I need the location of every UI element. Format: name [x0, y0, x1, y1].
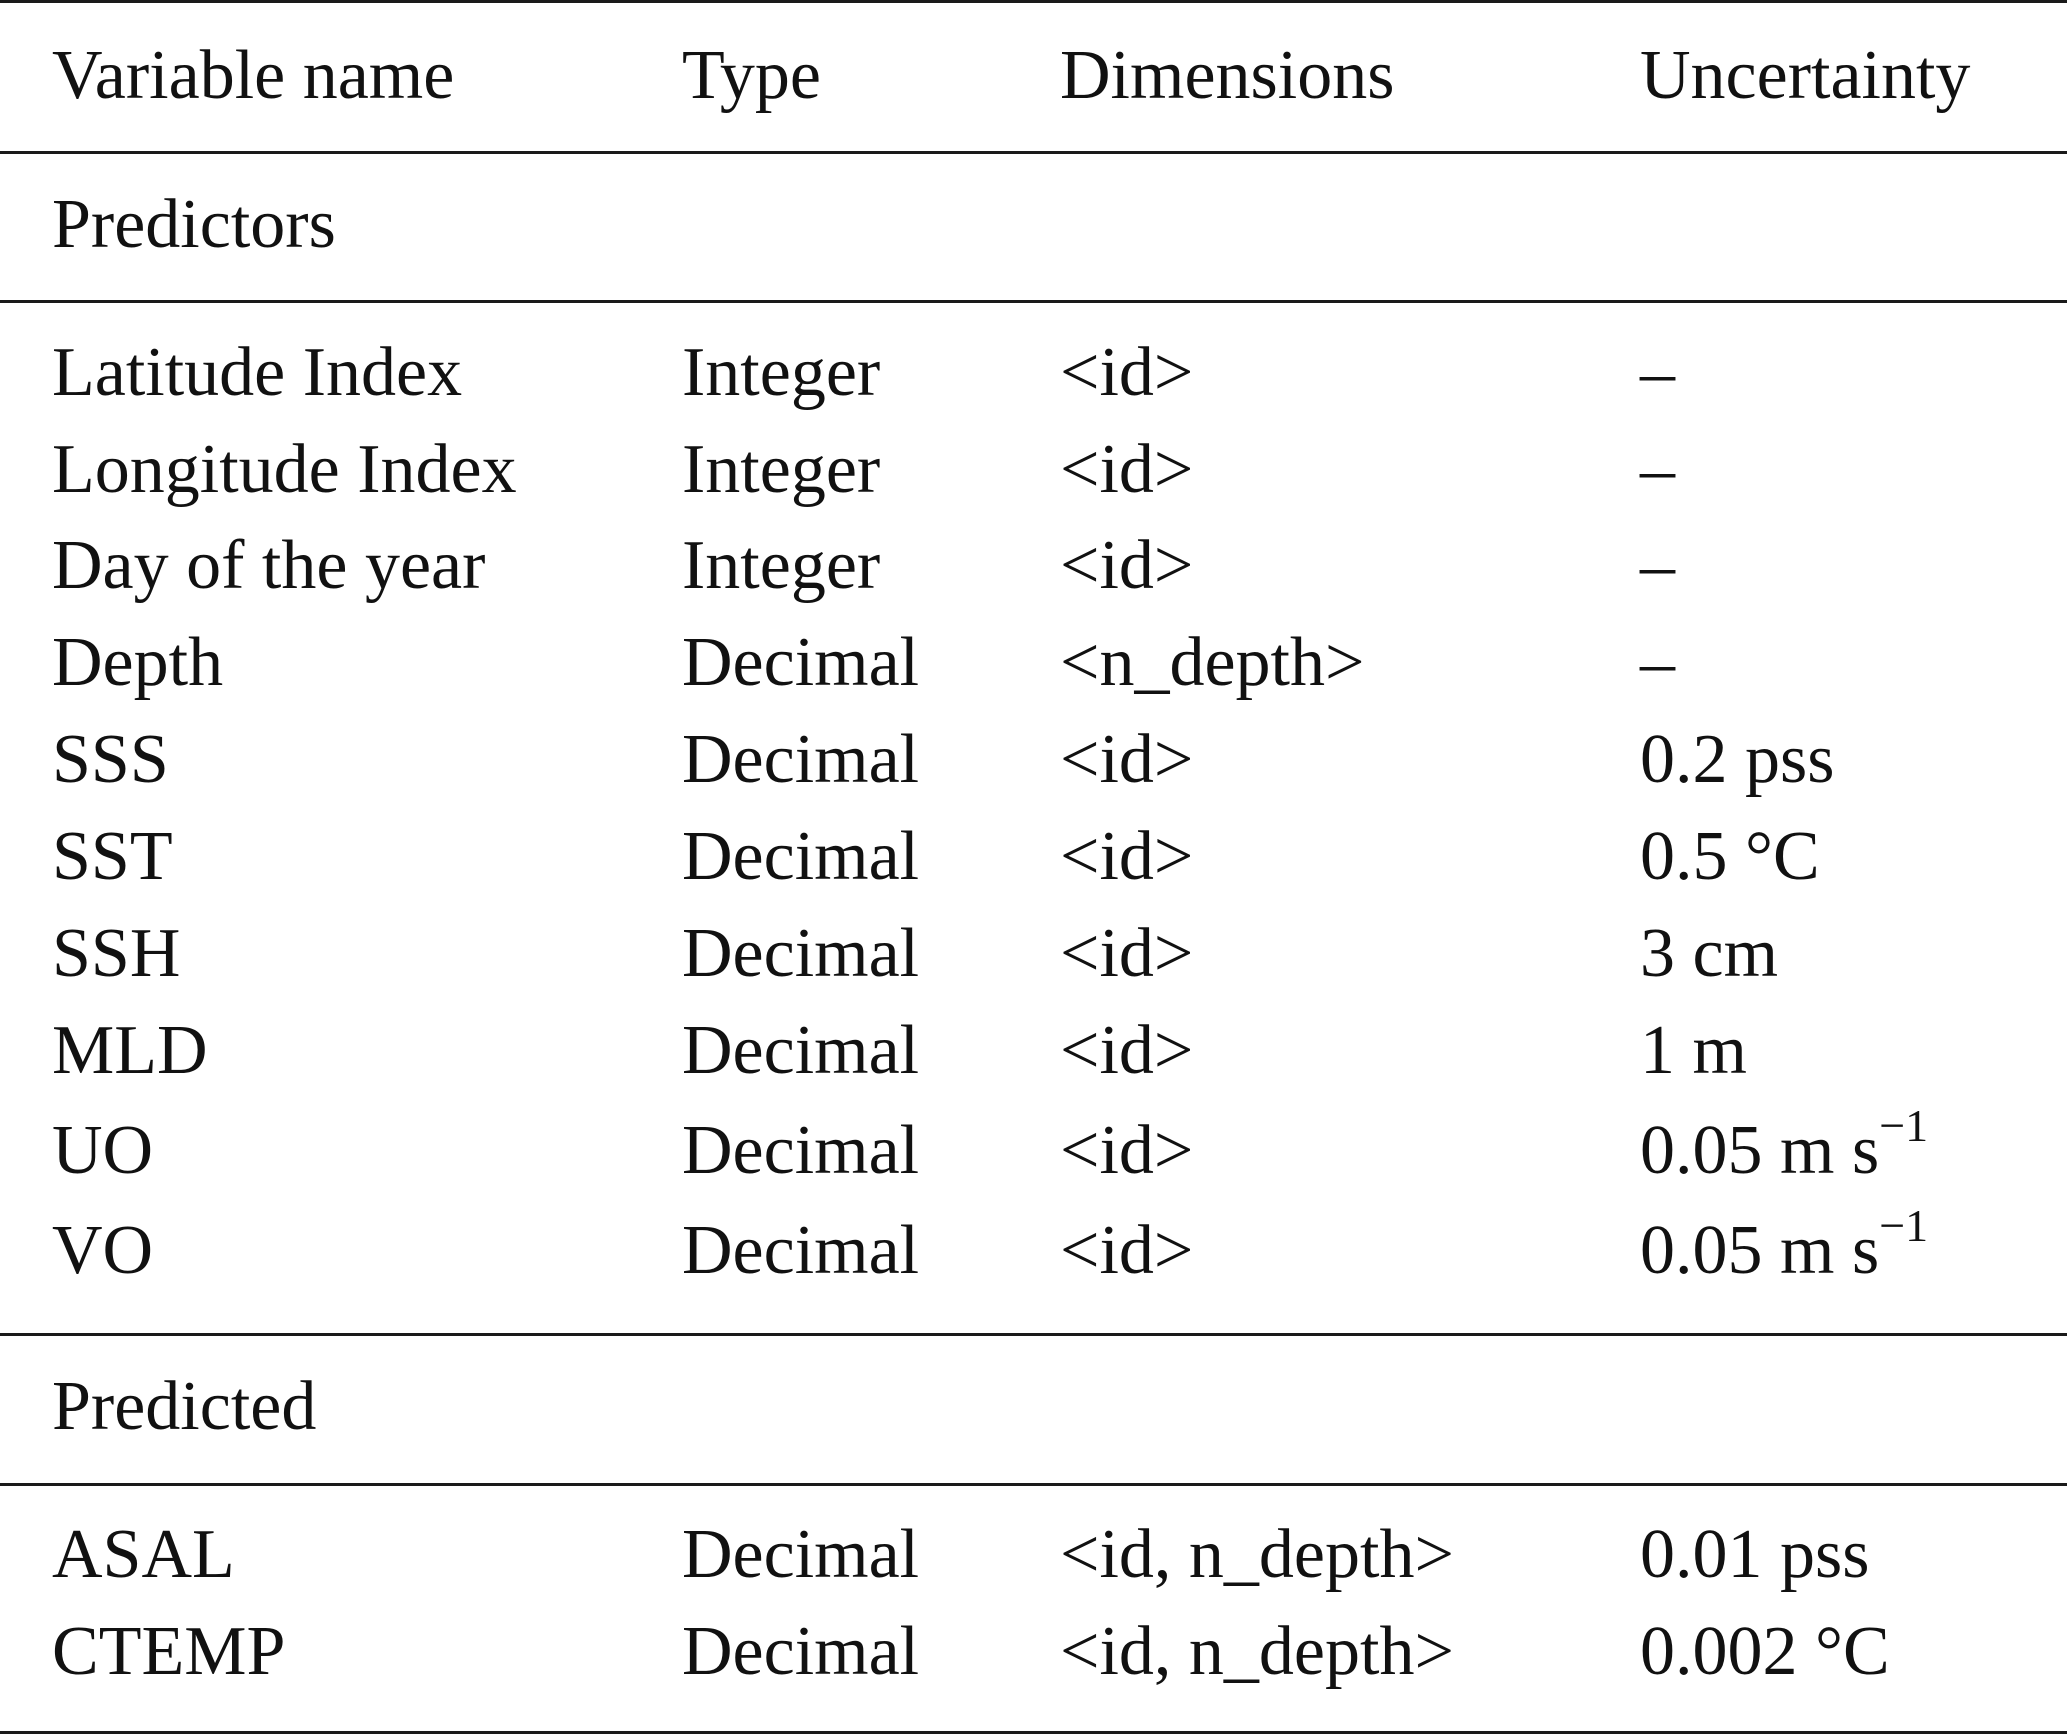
bottom-rule [0, 1731, 2067, 1734]
cell-uncertainty: 1 m [1640, 1012, 1747, 1089]
header-rule [0, 151, 2067, 154]
cell-uncertainty: 0.5 °C [1640, 818, 1820, 895]
top-rule [0, 0, 2067, 3]
cell-type: Decimal [682, 915, 920, 992]
predictors-title-rule [0, 300, 2067, 303]
cell-variable-name: ASAL [52, 1516, 235, 1593]
uncertainty-value: 0.05 m s [1640, 1112, 1880, 1189]
cell-type: Decimal [682, 1012, 920, 1089]
cell-uncertainty: 0.01 pss [1640, 1516, 1870, 1593]
header-variable-name: Variable name [52, 37, 455, 114]
section-title-predictors: Predictors [52, 186, 336, 263]
cell-uncertainty: – [1640, 334, 1675, 411]
cell-type: Decimal [682, 624, 920, 701]
cell-type: Decimal [682, 721, 920, 798]
header-dimensions: Dimensions [1060, 37, 1395, 114]
cell-uncertainty [1640, 1199, 1929, 1289]
cell-variable-name: CTEMP [52, 1613, 286, 1690]
cell-uncertainty: 3 cm [1640, 915, 1779, 992]
cell-dimensions: <n_depth> [1060, 624, 1365, 701]
cell-dimensions: <id, n_depth> [1060, 1516, 1454, 1593]
cell-type: Integer [682, 431, 881, 508]
cell-variable-name: Longitude Index [52, 431, 517, 508]
header-uncertainty: Uncertainty [1640, 37, 1971, 114]
cell-type: Decimal [682, 818, 920, 895]
cell-dimensions: <id> [1060, 1112, 1194, 1189]
unit-exponent: −1 [1879, 1199, 1929, 1251]
cell-dimensions: <id> [1060, 431, 1194, 508]
cell-uncertainty: – [1640, 527, 1675, 604]
cell-variable-name: Day of the year [52, 527, 486, 604]
cell-dimensions: <id> [1060, 818, 1194, 895]
unit-exponent: −1 [1879, 1099, 1929, 1151]
cell-dimensions: <id> [1060, 334, 1194, 411]
cell-variable-name: Latitude Index [52, 334, 463, 411]
predicted-title-rule [0, 1483, 2067, 1486]
cell-dimensions: <id> [1060, 721, 1194, 798]
cell-uncertainty [1640, 1099, 1929, 1189]
cell-type: Decimal [682, 1613, 920, 1690]
cell-dimensions: <id> [1060, 1012, 1194, 1089]
cell-dimensions: <id, n_depth> [1060, 1613, 1454, 1690]
cell-variable-name: SSS [52, 721, 169, 798]
cell-uncertainty: – [1640, 624, 1675, 701]
cell-variable-name: SSH [52, 915, 181, 992]
cell-uncertainty: 0.002 °C [1640, 1613, 1890, 1690]
cell-dimensions: <id> [1060, 527, 1194, 604]
uncertainty-value: 0.05 m s [1640, 1212, 1880, 1289]
cell-uncertainty: – [1640, 431, 1675, 508]
predicted-section-rule [0, 1333, 2067, 1336]
section-title-predicted: Predicted [52, 1368, 317, 1445]
header-type: Type [682, 37, 821, 114]
cell-variable-name: SST [52, 818, 173, 895]
cell-type: Decimal [682, 1212, 920, 1289]
cell-variable-name: UO [52, 1112, 154, 1189]
cell-type: Integer [682, 334, 881, 411]
cell-type: Decimal [682, 1112, 920, 1189]
cell-type: Decimal [682, 1516, 920, 1593]
cell-type: Integer [682, 527, 881, 604]
cell-uncertainty: 0.2 pss [1640, 721, 1835, 798]
cell-variable-name: Depth [52, 624, 224, 701]
cell-dimensions: <id> [1060, 915, 1194, 992]
cell-variable-name: MLD [52, 1012, 208, 1089]
cell-dimensions: <id> [1060, 1212, 1194, 1289]
cell-variable-name: VO [52, 1212, 154, 1289]
